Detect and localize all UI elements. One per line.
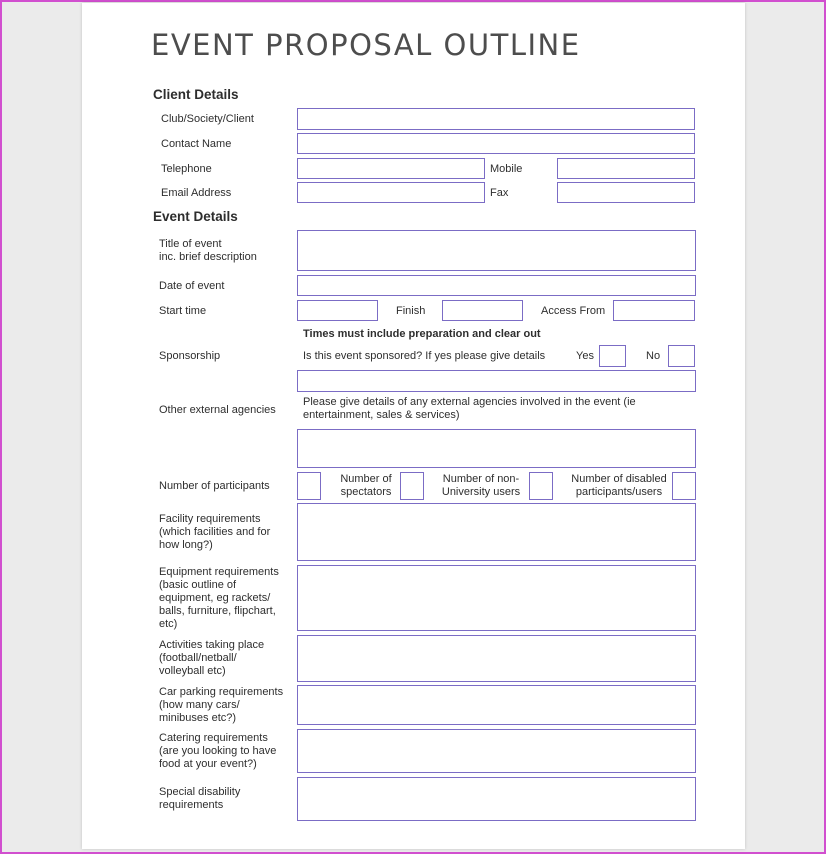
facility-field[interactable]: [297, 503, 696, 561]
spectators-field[interactable]: [400, 472, 424, 500]
disability-field[interactable]: [297, 777, 696, 821]
activities-label: Activities taking place (football/netball/ volleyball etc): [159, 639, 265, 677]
event-title-field[interactable]: [297, 230, 696, 271]
date-label: Date of event: [159, 280, 225, 292]
agencies-prompt: Please give details of any external agencies involved in the event (ie entertainment, sales & services): [303, 396, 636, 421]
fax-label: Fax: [490, 187, 509, 199]
finish-field[interactable]: [442, 300, 523, 321]
facility-label: Facility requirements (which facilities and for how long?): [159, 513, 271, 551]
fax-field[interactable]: [557, 182, 695, 203]
telephone-label: Telephone: [161, 163, 212, 175]
equipment-label: Equipment requirements (basic outline of equipment, eg rackets/ balls, furniture, flipchart, etc): [159, 566, 279, 630]
agencies-field[interactable]: [297, 429, 696, 468]
start-time-field[interactable]: [297, 300, 378, 321]
participants-label: Number of participants: [159, 480, 270, 492]
access-from-field[interactable]: [613, 300, 695, 321]
non-university-field[interactable]: [529, 472, 553, 500]
yes-label: Yes: [576, 350, 594, 362]
sponsorship-label: Sponsorship: [159, 350, 221, 362]
parking-field[interactable]: [297, 685, 696, 725]
contact-field[interactable]: [297, 133, 695, 154]
disabled-participants-field[interactable]: [672, 472, 696, 500]
club-field[interactable]: [297, 108, 695, 130]
sponsored-question: Is this event sponsored? If yes please give details: [303, 350, 546, 362]
start-time-label: Start time: [159, 305, 207, 317]
catering-field[interactable]: [297, 729, 696, 773]
spectators-label: Number of spectators: [340, 473, 392, 498]
date-field[interactable]: [297, 275, 696, 296]
parking-label: Car parking requirements (how many cars/ minibuses etc?): [159, 686, 284, 724]
access-from-label: Access From: [541, 305, 606, 317]
telephone-field[interactable]: [297, 158, 485, 179]
yes-checkbox[interactable]: [599, 345, 626, 367]
event-details-heading: Event Details: [153, 209, 238, 224]
sponsorship-details-field[interactable]: [297, 370, 696, 392]
non-university-label: Number of non- University users: [441, 473, 521, 498]
event-title-label: Title of event inc. brief description: [159, 238, 257, 263]
contact-label: Contact Name: [161, 138, 232, 150]
disabled-participants-label: Number of disabled participants/users: [571, 473, 667, 498]
activities-field[interactable]: [297, 635, 696, 682]
email-label: Email Address: [161, 187, 232, 199]
catering-label: Catering requirements (are you looking to have food at your event?): [159, 732, 277, 770]
agencies-label: Other external agencies: [159, 404, 276, 416]
equipment-field[interactable]: [297, 565, 696, 631]
client-details-heading: Client Details: [153, 87, 239, 102]
no-checkbox[interactable]: [668, 345, 695, 367]
participants-field[interactable]: [297, 472, 321, 500]
no-label: No: [646, 350, 661, 362]
mobile-label: Mobile: [490, 163, 523, 175]
finish-label: Finish: [396, 305, 426, 317]
disability-label: Special disability requirements: [159, 786, 241, 811]
club-label: Club/Society/Client: [161, 113, 254, 125]
times-note: Times must include preparation and clear out: [303, 328, 541, 340]
email-field[interactable]: [297, 182, 485, 203]
page-title: EVENT PROPOSAL OUTLINE: [151, 28, 581, 62]
mobile-field[interactable]: [557, 158, 695, 179]
